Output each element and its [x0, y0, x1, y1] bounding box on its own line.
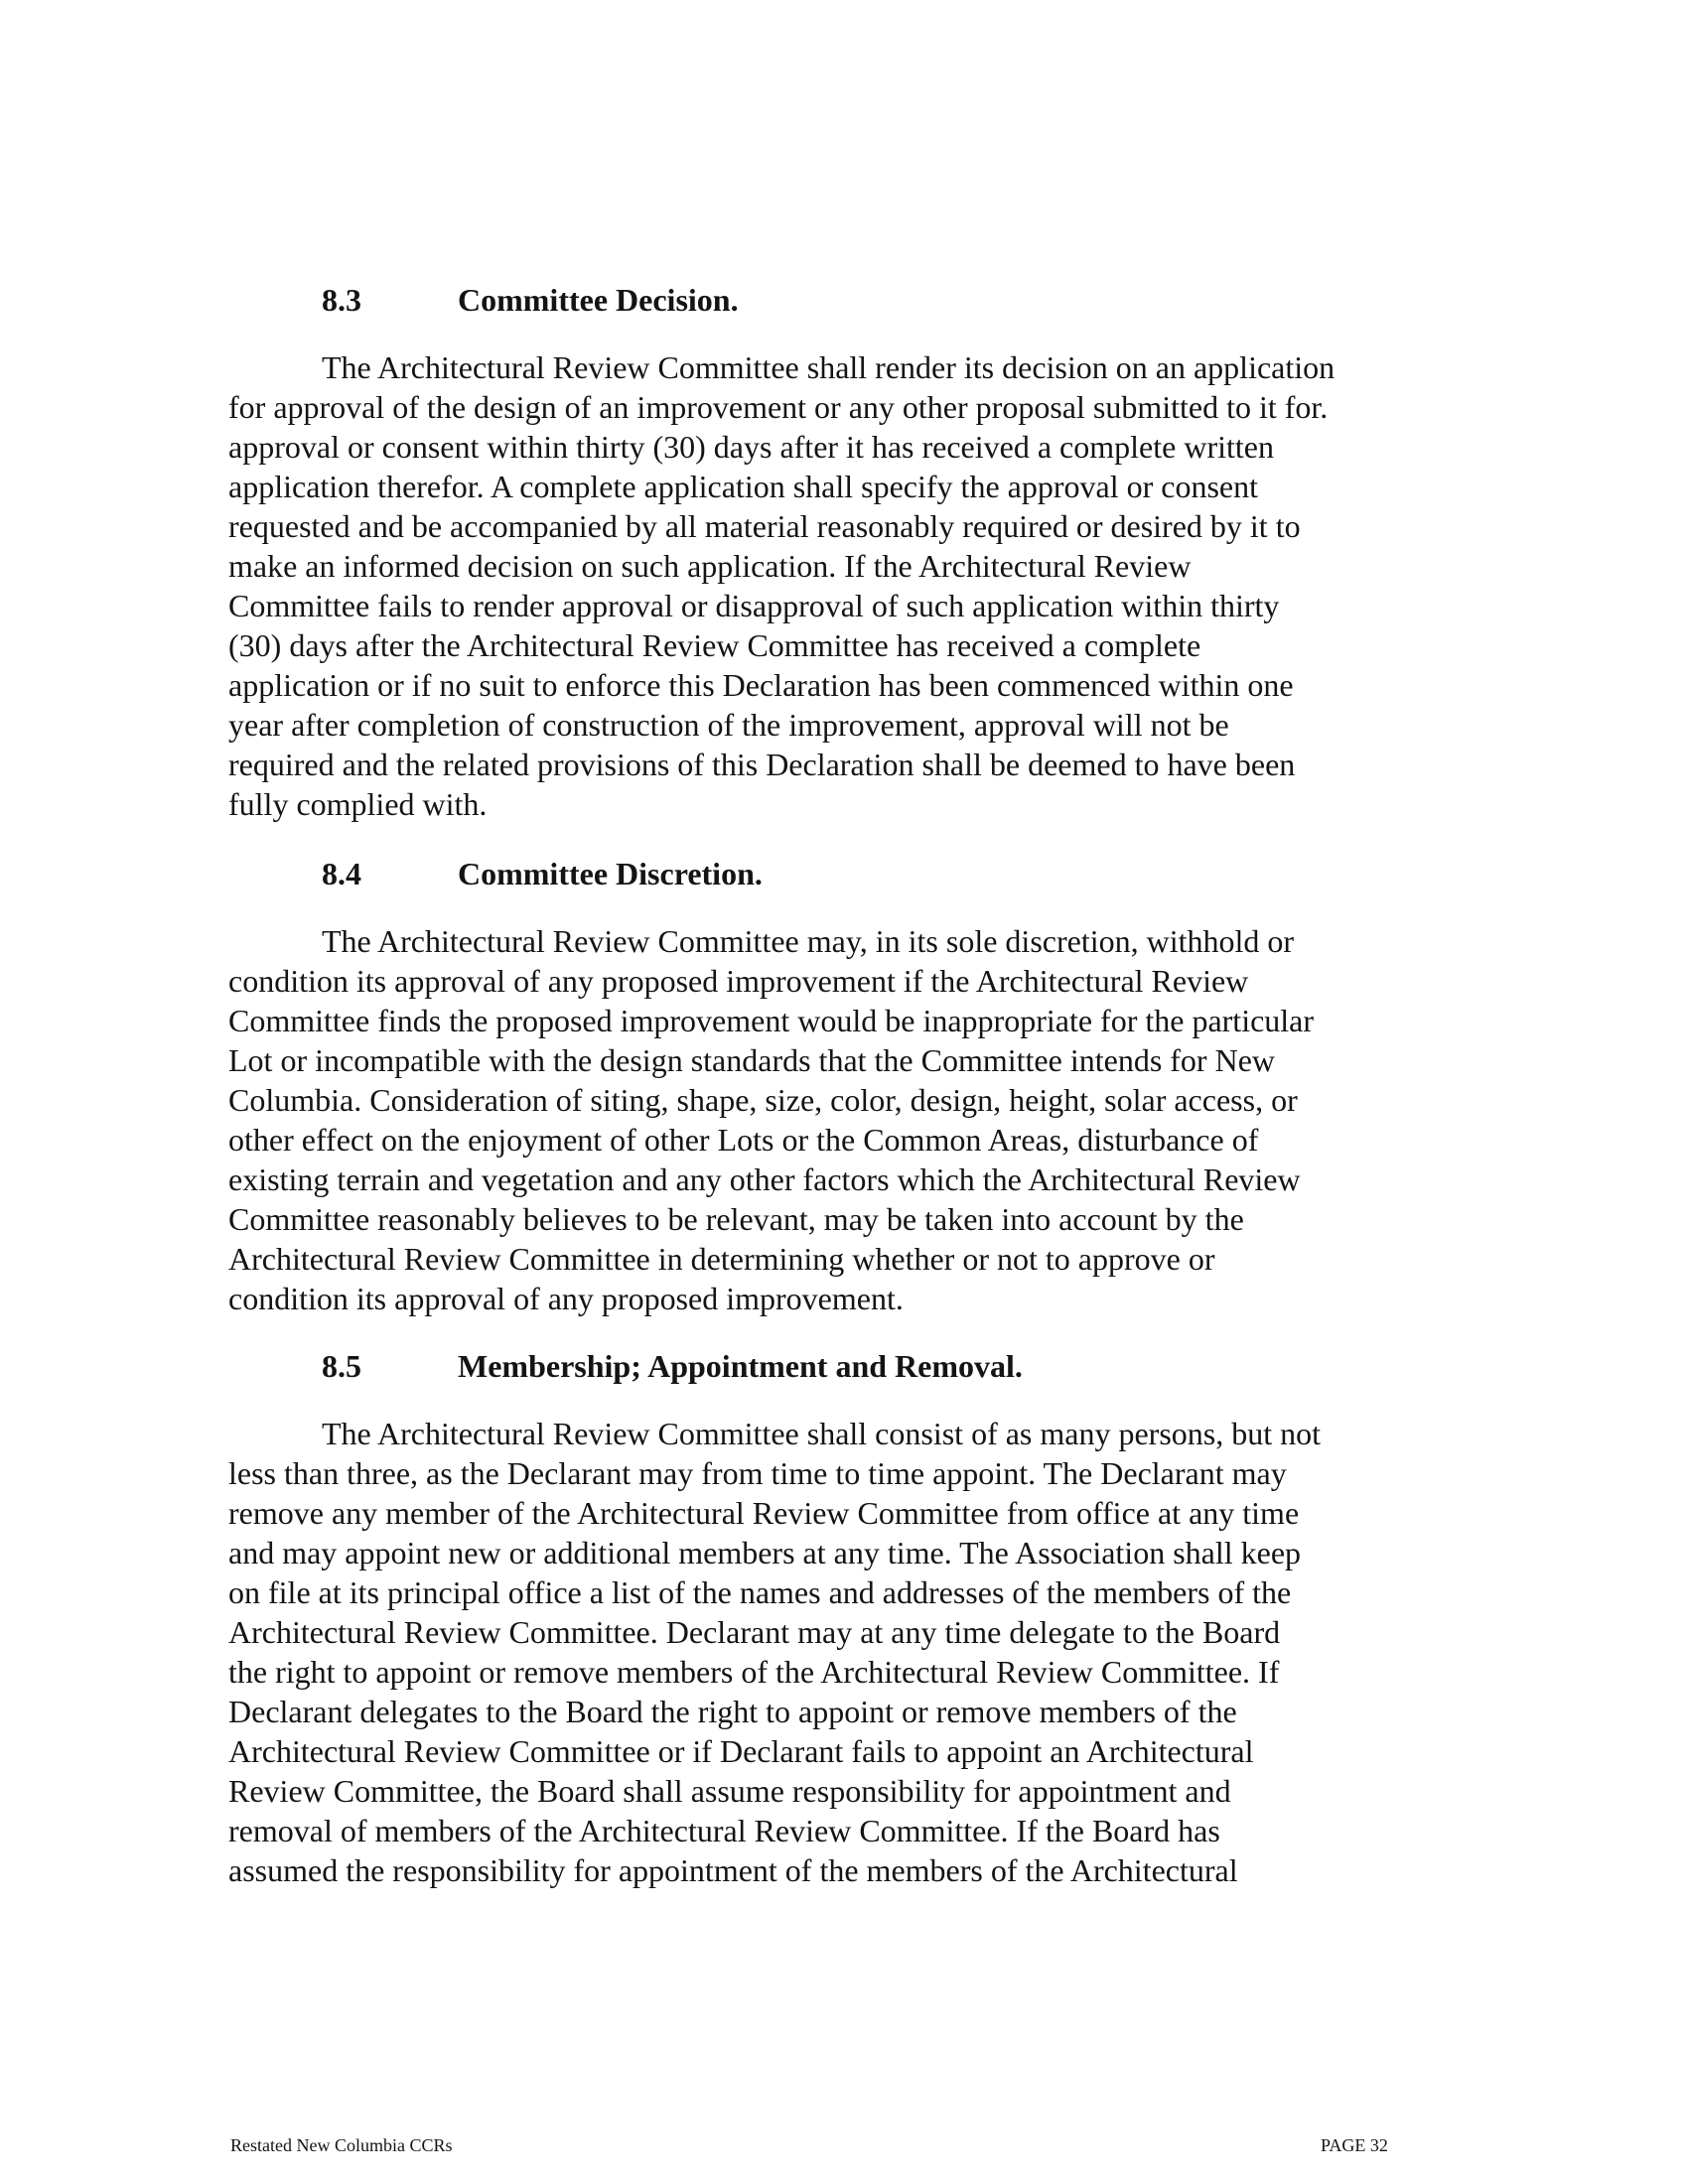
paragraph-line: The Architectural Review Committee shall render its decision on an application [322, 349, 1336, 385]
section-heading [228, 280, 1390, 320]
paragraph-line: other effect on the enjoyment of other Lots or the Common Areas, disturbance of [228, 1122, 1259, 1158]
section-8-5 [228, 1346, 1390, 1890]
paragraph-line: requested and be accompanied by all material reasonably required or desired by it to [228, 508, 1301, 544]
paragraph-line: required and the related provisions of this Declaration shall be deemed to have been [228, 747, 1296, 782]
paragraph-line: Lot or incompatible with the design standards that the Committee intends for New [228, 1042, 1275, 1078]
paragraph-line: removal of members of the Architectural Review Committee. If the Board has [228, 1813, 1220, 1848]
paragraph-line: existing terrain and vegetation and any other factors which the Architectural Review [228, 1161, 1301, 1197]
section-title: Committee Discretion. [458, 856, 763, 891]
section-paragraph [228, 347, 1390, 824]
paragraph-line: Review Committee, the Board shall assume responsibility for appointment and [228, 1773, 1231, 1809]
paragraph-line: Architectural Review Committee. Declarant may at any time delegate to the Board [228, 1614, 1281, 1650]
paragraph-line: less than three, as the Declarant may from time to time appoint. The Declarant may [228, 1455, 1287, 1491]
paragraph-line: Architectural Review Committee or if Declarant fails to appoint an Architectural [228, 1733, 1254, 1769]
paragraph-line: application therefor. A complete application shall specify the approval or consent [228, 469, 1258, 504]
section-paragraph [228, 1414, 1390, 1890]
paragraph-line: Committee finds the proposed improvement would be inappropriate for the particular [228, 1003, 1315, 1038]
paragraph-line: (30) days after the Architectural Review Committee has received a complete [228, 627, 1201, 663]
paragraph-line: The Architectural Review Committee shall consist of as many persons, but not [322, 1416, 1322, 1451]
section-paragraph [228, 921, 1390, 1318]
paragraph-line: Columbia. Consideration of siting, shape, size, color, design, height, solar access, or [228, 1082, 1298, 1118]
section-number: 8.3 [322, 282, 361, 318]
paragraph-line: The Architectural Review Committee may, in its sole discretion, withhold or [322, 923, 1295, 959]
paragraph-line: on file at its principal office a list of the names and addresses of the members of the [228, 1574, 1292, 1610]
section-heading [228, 854, 1390, 893]
section-heading [228, 1346, 1390, 1386]
paragraph-line: make an informed decision on such application. If the Architectural Review [228, 548, 1192, 584]
section-title: Membership; Appointment and Removal. [458, 1348, 1023, 1384]
paragraph-line: fully complied with. [228, 786, 488, 822]
section-number: 8.5 [322, 1348, 361, 1384]
paragraph-line: assumed the responsibility for appointment of the members of the Architectural [228, 1852, 1238, 1888]
section-8-3 [228, 280, 1390, 824]
paragraph-line: for approval of the design of an improvement or any other proposal submitted to it for. [228, 389, 1329, 425]
paragraph-line: condition its approval of any proposed improvement if the Architectural Review [228, 963, 1249, 999]
paragraph-line: application or if no suit to enforce this Declaration has been commenced within one [228, 667, 1294, 703]
section-8-4 [228, 854, 1390, 1318]
paragraph-line: Declarant delegates to the Board the right to appoint or remove members of the [228, 1694, 1237, 1729]
section-number: 8.4 [322, 856, 361, 891]
paragraph-line: the right to appoint or remove members of the Architectural Review Committee. If [228, 1654, 1280, 1690]
paragraph-line: and may appoint new or additional members at any time. The Association shall keep [228, 1535, 1302, 1570]
paragraph-line: Committee fails to render approval or disapproval of such application within thirty [228, 588, 1280, 623]
paragraph-line: approval or consent within thirty (30) days after it has received a complete written [228, 429, 1274, 465]
paragraph-line: remove any member of the Architectural Review Committee from office at any time [228, 1495, 1300, 1531]
section-title: Committee Decision. [458, 282, 739, 318]
footer-page-number: PAGE 32 [1321, 2135, 1388, 2155]
paragraph-line: Architectural Review Committee in determining whether or not to approve or [228, 1241, 1215, 1277]
paragraph-line: year after completion of construction of the improvement, approval will not be [228, 707, 1229, 743]
paragraph-line: Committee reasonably believes to be relevant, may be taken into account by the [228, 1201, 1244, 1237]
paragraph-line: condition its approval of any proposed improvement. [228, 1281, 904, 1316]
footer-document-title: Restated New Columbia CCRs [230, 2135, 453, 2155]
